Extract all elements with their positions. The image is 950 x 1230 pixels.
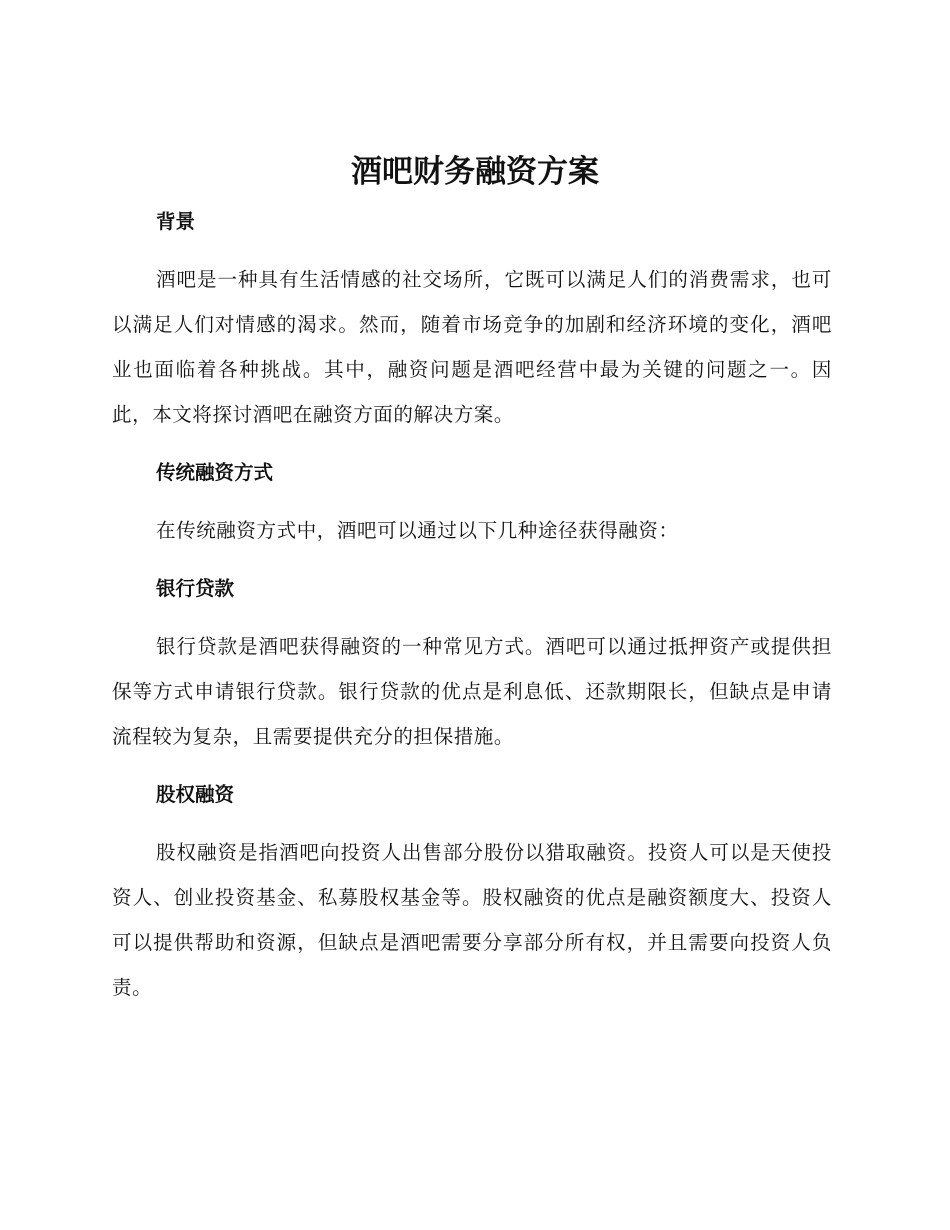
section-heading-bank-loan: 银行贷款	[156, 577, 235, 600]
document-body	[112, 200, 832, 1010]
section-paragraph-bank-loan: 银行贷款是酒吧获得融资的一种常见方式。酒吧可以通过抵押资产或提供担保等方式申请银行贷款。银行贷款的优点是利息低、还款期限长，但缺点是申请流程较为复杂，且需要提供充分的担保措施。	[112, 635, 832, 748]
section-paragraph-equity-financing: 股权融资是指酒吧向投资人出售部分股份以猎取融资。投资人可以是天使投资人、创业投资基金、私募股权基金等。股权融资的优点是融资额度大、投资人可以提供帮助和资源，但缺点是酒吧需要分享部分所有权，并且需要向投资人负责。	[112, 841, 832, 999]
section-paragraph-background: 酒吧是一种具有生活情感的社交场所，它既可以满足人们的消费需求，也可以满足人们对情感的渴求。然而，随着市场竞争的加剧和经济环境的变化，酒吧业也面临着各种挑战。其中，融资问题是酒吧经营中最为关键的问题之一。因此，本文将探讨酒吧在融资方面的解决方案。	[112, 268, 832, 426]
document-title: 酒吧财务融资方案	[351, 154, 599, 190]
section-heading-equity-financing: 股权融资	[156, 783, 235, 806]
section-heading-background: 背景	[156, 210, 196, 233]
section-heading-traditional-financing: 传统融资方式	[156, 461, 274, 484]
section-paragraph-traditional-financing: 在传统融资方式中，酒吧可以通过以下几种途径获得融资：	[156, 519, 679, 542]
